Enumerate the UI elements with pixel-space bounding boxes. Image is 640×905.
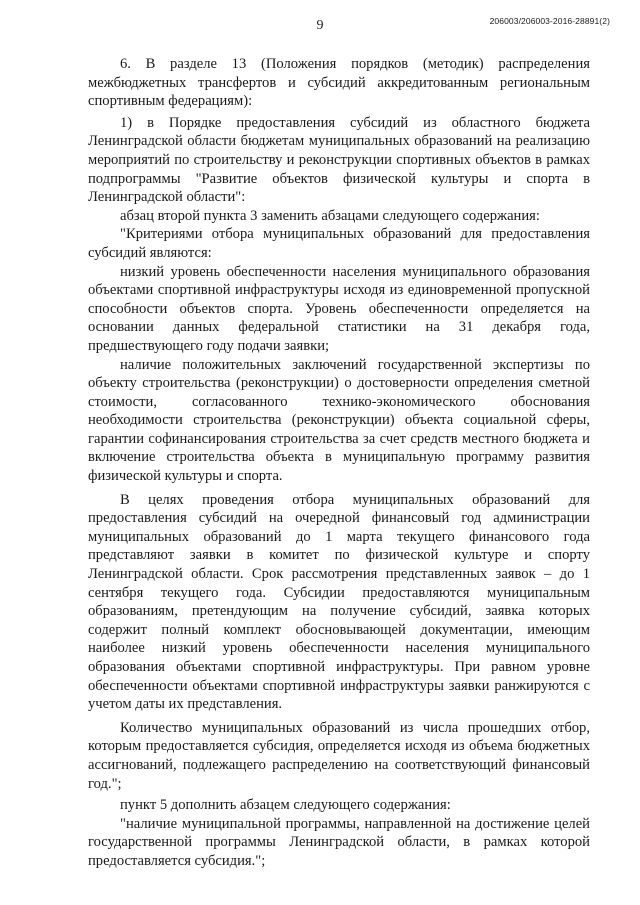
paragraph-criterion-low-provision: низкий уровень обеспеченности населения муниципального образования объектами спортивной инфраструктуры исходя из единовременной пропускной способности объектов спорта. Уровень обеспеченности определяется на основании данных федеральной статистики на 31 декабря года, предшествующего году подачи заявки;: [88, 263, 590, 354]
paragraph-criterion-expertise: наличие положительных заключений государственной экспертизы по объекту строительства (реконструкции) о достоверности определения сметной стоимости, согласованного технико-экономического обоснования необходимости строительства (реконструкции) объекта социальной сферы, гарантии софинансирования строительства за счет средств местного бюджета и включение строительства объекта в муниципальную программу развития физической культуры и спорта.: [88, 356, 590, 485]
paragraph-point-5-text: "наличие муниципальной программы, направленной на достижение целей государственной программы Ленинградской области, в рамках которой предоставляется субсидия.";: [88, 815, 590, 869]
paragraph-item-1: 1) в Порядке предоставления субсидий из областного бюджета Ленинградской области бюджетам муниципальных образований на реализацию мероприятий по строительству и реконструкции спортивных объектов в рамках подпрограммы "Развитие объектов физической культуры и спорта в Ленинградской области":: [88, 114, 590, 206]
paragraph-number-of-recipients: Количество муниципальных образований из числа прошедших отбор, которым предоставляется субсидия, определяется исходя из объема бюджетных ассигнований, подлежащего распределению на соответствующий финансовый год.";: [88, 719, 590, 792]
paragraph-section-6: 6. В разделе 13 (Положения порядков (методик) распределения межбюджетных трансфертов и субсидий аккредитованным региональным спортивным федерациям):: [88, 56, 590, 110]
paragraph-selection-procedure: В целях проведения отбора муниципальных образований для предоставления субсидий на очередной финансовый год администрации муниципальных образований до 1 марта текущего финансового года представляют заявки в комитет по физической культуре и спорту Ленинградской области. Срок рассмотрения представленных заявок – до 1 сентября текущего года. Субсидии предоставляются муниципальным образованиям, претендующим на получение субсидий, заявка которых содержит полный комплект обосновывающей документации, имеющим наиболее низкий уровень обеспеченности населения муниципального образования объектами спортивной инфраструктуры. При равном уровне обеспеченности объектами спортивной инфраструктуры заявки ранжируются с учетом даты их представления.: [88, 491, 590, 713]
paragraph-amendment-intro: абзац второй пункта 3 заменить абзацами следующего содержания:: [120, 207, 540, 224]
document-id: 206003/206003-2016-28891(2): [489, 16, 610, 26]
paragraph-criteria-intro: "Критериями отбора муниципальных образований для предоставления субсидий являются:: [88, 226, 590, 261]
page-number: 9: [316, 18, 324, 33]
paragraph-point-5-intro: пункт 5 дополнить абзацем следующего содержания:: [120, 797, 451, 814]
document-body: [88, 55, 590, 871]
